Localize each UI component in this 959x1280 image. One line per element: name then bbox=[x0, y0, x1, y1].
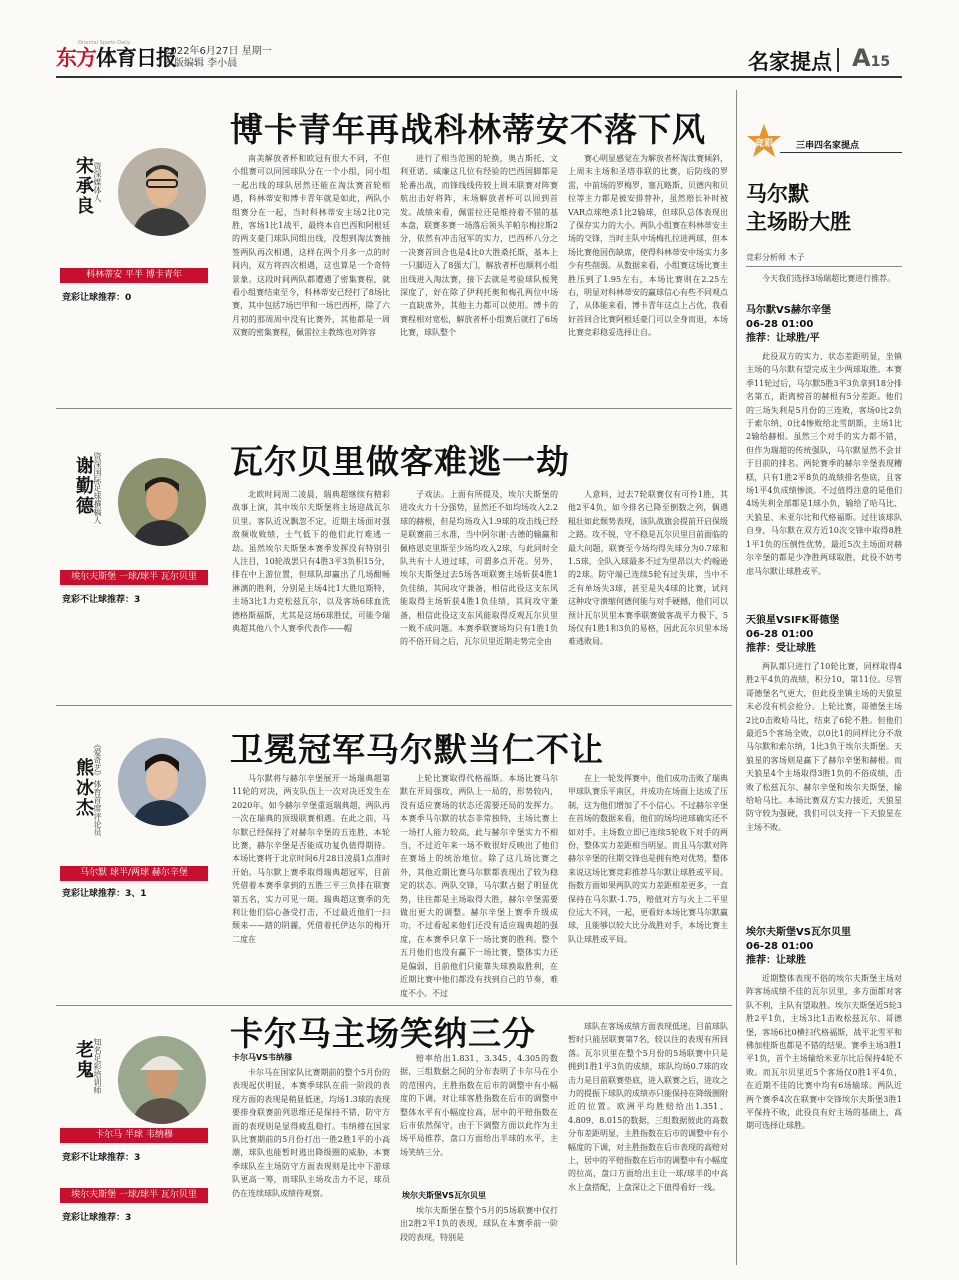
article-column-3: 赛心明显感觉在为解放者杯淘汰赛倾斜，上周末主场和圣塔菲联的比赛，后防线的罗雷，中前场的罗梅罗，塞瓦略斯、贝德内和贝拉等主力都是被安排替补，虽然赔长补时被VAR点球绝杀1比2输球，但球队总体表现出了保存实力的大小。两队小组赛在科林蒂安主场的交锋，当时主队中场梅扎拉进两球，但本场比赛他因伤缺席，使得科林蒂安中场实力多少有些削弱。从数据来看，小组赛这场比赛主胜压到了1.95左右，本场比赛则在2.25左右，明显对科林蒂安的赢球信心有些不同观点了，从体能来看，博卡青年这点上占优，我看好首回合比赛阿根廷豪门可以全身而退，本场比赛竞彩稳妥选择让自。 bbox=[568, 154, 728, 338]
match-teams: 埃尔夫斯堡VS瓦尔贝里 bbox=[746, 927, 851, 938]
match-analysis: 近期整体表现不俗的埃尔夫斯堡主场对阵客场成绩不佳的瓦尔贝里，多方面都对客队不利，主队有望取胜。埃尔夫斯堡近5轮3胜2平1负，主场3比1击败松兹瓦尔、哥德堡，客场6比0横扫代格福斯，战平北雪平和佛加桂斯也都是不错的结果。赛季主场3胜1平1负，首个主场输给米亚尔比后保持4轮不败。而瓦尔贝里近5个客场仅0胜1平4负，在近期不佳的比赛中均有6场输球。两队近两个赛季4次在联赛中交锋埃尔夫斯堡3胜1平保持不败，此役良有好主场的基础上，高期可选择让球胜。 bbox=[746, 974, 902, 1131]
article-headline: 博卡青年再战科林蒂安不落下风 bbox=[230, 110, 706, 149]
article-column-1: 北欧时间周二凌晨，瑞典超继续有精彩战事上演，其中埃尔夫斯堡将主场迎战瓦尔贝里。客队近况飘忽不定，近期主场面对强敌频收败绩，士气低下的他们此行难逃一劫。虽然埃尔夫斯堡本赛季发挥没有特别引人注目，10轮战罢只有4胜3平3负积15分，排在中上游位置，但球队却赢出了几场酣畅淋漓的胜利，分别是主场4比1大胜厄斯特，主场3比1力克松兹瓦尔，以及客场6球血洗德格斯福斯，尤其是这场6球胜仗，可能令瑞典超其他八个人赛季代表作——帽 bbox=[232, 490, 390, 634]
avatar-illustration bbox=[118, 148, 206, 236]
match-pick-bar-2: 埃尔夫斯堡 一球/球半 瓦尔贝里 bbox=[60, 1188, 208, 1203]
badge-label: 竞彩 bbox=[754, 139, 773, 149]
avatar-illustration bbox=[118, 738, 206, 826]
article-divider-3 bbox=[56, 1005, 732, 1006]
avatar-illustration bbox=[118, 1036, 206, 1124]
recommendation: 竞彩不让球推荐：3 bbox=[62, 1153, 141, 1163]
title-line-2: 主场盼大胜 bbox=[746, 210, 851, 234]
author-name: 老鬼 bbox=[73, 1040, 94, 1080]
article-headline: 瓦尔贝里做客难逃一劫 bbox=[230, 442, 570, 481]
article-column-1: 南美解放者杯和欧冠有很大不同，不但小组赛可以同国球队分在一个小组，同小组一起出线的球队居然还能在淘汰赛首轮相遇，科林蒂安和博卡青年就是如此，两队小组赛分在一起，当时科林蒂安主场2比0完胜，客场1比1战平，最终本自巴西和阿根廷的两支豪门球队同组出线，没想到淘汰赛抽签两队再次相遇，这样在两个月多一点的时间内，双方将四次相遇，这也算是一个奇特景象。这段时间两队都遭遇了密集赛程，就看小组赛结束至今，科林蒂安已经打了8场比赛，其中包括7场巴甲和一场巴西杯，除了六月初的那周周中没有比赛外，其他都是一周双赛的密集赛程，佩雷拉主教练也对阵容 bbox=[232, 154, 390, 338]
article-column-1: 马尔默将与赫尔辛堡展开一场瑞典超第11轮的对决，两支队伍上一次对决还发生在2020年。如今赫尔辛堡重返瑞典超，两队再一次在瑞典的顶级联赛相遇。在此之前，马尔默已经保持了对赫尔辛堡的五连胜，本轮比赛，赫尔辛堡是否能成功复仇值得期待。本场比赛将于北京时间6月28日凌晨1点准时开始。马尔默上赛季取得瑞典超冠军，目前凭借着本赛季拿到的五胜三平三负排在联赛第五名，实力可见一斑。瑞典超这赛季的先利让他们信心备受打击，不过最近他们一扫颓来——踏的阴霾，凭借着托伊达尔的梅开二度在 bbox=[232, 774, 390, 944]
author-name: 宋承良 bbox=[73, 156, 94, 216]
match-pick-bar: 马尔默 球半/两球 赫尔辛堡 bbox=[60, 866, 208, 881]
recommendation: 竞彩让球推荐：3、1 bbox=[62, 889, 147, 899]
match-pick: 推荐：让球胜 bbox=[746, 955, 806, 966]
recommendation: 竞彩让球推荐：0 bbox=[62, 293, 132, 303]
match-pick-bar: 埃尔夫斯堡 一球/球半 瓦尔贝里 bbox=[60, 570, 208, 585]
masthead-rule bbox=[56, 76, 902, 78]
article-column-2: 上轮比赛取得代格福斯。本场比赛马尔默在开局强攻，两队上一局的，形势较内，没有适应赛场的状态还需要还局的发挥力。本赛季马尔默的状态非常独特，主场比赛上一场打人能力较高，此与赫尔辛堡实力不相当，不过近年来一场不败很好反映出了他们在赛场上的统治地位。除了这几场比赛之外，其他近期比赛马尔默都表现出了较为稳定的状态。两队交锋，马尔默占据了明显优势，往往都是主场取得大胜，赫尔辛堡需要做出更大的调整。赫尔辛堡上赛季升级成功，不过看起来他们还没有适应瑞典超的强度，在本赛季只拿下一场比赛的胜利。整个五月他们也没有赢下一场比赛，整体实力还是偏弱，目前他们只能靠失球换取胜利，在近期比赛中他们都没有找到自己的节奏，难度不小。不过 bbox=[400, 774, 558, 998]
match-pick: 推荐：让球胜/平 bbox=[746, 333, 820, 344]
author-name: 熊冰杰 bbox=[73, 758, 94, 818]
match-subhead: 卡尔马VS韦纳穆 bbox=[232, 1053, 292, 1062]
logo-black: 体育日报 bbox=[96, 46, 176, 70]
byline-rule bbox=[746, 266, 902, 267]
recommendation: 竞彩不让球推荐：3 bbox=[62, 595, 141, 605]
article-column-1: 卡尔马在国家队比赛期前的整个5月份的表现起伏明显，本赛季球队在前一阶段的表现方面的表现是稍显低迷，均场1.3球的表现要排身联赛前列思维还是保持不错，防守方面的表现则是显得疲乱稳打。韦纳穆在国家队比赛期前的5月份打出一胜2胜1平的小高潮，球队也能暂时逃出降级圈的威胁，本赛季球队在主场防守方面表现则是比中下游球队更高一筹，而球队主场攻击力不足，球员仍在连续球队成绩待观察。 bbox=[232, 1068, 390, 1198]
match-pick-bar: 卡尔马 半球 韦纳穆 bbox=[60, 1128, 208, 1143]
right-column-title bbox=[746, 180, 851, 236]
logo-red: 东方 bbox=[56, 46, 96, 70]
series-name: 三串四名家提点 bbox=[796, 141, 860, 151]
lottery-badge bbox=[744, 122, 784, 162]
title-line-1: 马尔默 bbox=[746, 182, 809, 206]
article-column-2: 赔率给出1.831、3.345、4.305的数据，三组数据之间的分布表明了卡尔马在小的范围内，主胜指数在后市的调整中有小幅度的下调，对让球客胜指数在后市的调整中整体水平有小幅度拉高，居中的平赔指数在后市依然保守，由于下调整方面以此作为主场平局推荐，盘口方面给出半球的水平，主场笑纳三分。 bbox=[400, 1054, 558, 1157]
match-subhead: 埃尔夫斯堡VS瓦尔贝里 bbox=[402, 1191, 486, 1200]
match-analysis: 两队都只进行了10轮比赛，同样取得4胜2平4负的战绩，积分10，第11位。尽管哥德堡名气更大，但此役坐镇主场的天狼星未必没有机会抢分。上轮比赛，哥德堡主场2比0击败哈马比，结束了6轮不胜。但他们最近5个客场全败，以0比1的同样比分不敌马尔默和索尔纳，1比3负于埃尔夫斯堡。天狼星的客场则是赢下了赫尔辛堡和赫根。而天狼星4个主场取得3胜1负的不俗成绩，击败了松兹瓦尔、赫尔辛堡和埃尔夫斯堡，输给哈马比。本场比赛双方实力接近，天狼星防守较为强硬，我们可以支持一下天狼星在主场不败。 bbox=[746, 662, 902, 832]
author-photo bbox=[118, 1036, 206, 1124]
article-column-3: 球队在客场成绩方面表现低迷，目前球队暂时只能居联赛第7名，较以往的表现有所回落。瓦尔贝里在整个5月份的5场联赛中只是拥到1胜1平3负的成绩，球队均场0.7球的攻击力是目前联赛垫底，进入联赛之后，进攻之力的提振下球队的成绩亦只能保持在降级圈附近的位置。欧洲平均胜赔给出1.351、4.809、8.015的数据，三组数据彼此的高数分布差距明显，主胜指数在后市的调整中有小幅度的下调，对主胜指数在后市表现的高赔对上，居中的平赔指数在后市的调整中有小幅度的拉高，盘口方面给出主让一球/球半的中高水上盘搭配，上盘深让之下值得看好一线。 bbox=[568, 1022, 728, 1192]
section-title: 名家提点 bbox=[748, 50, 832, 74]
match-pick-bar: 科林蒂安 平半 博卡青年 bbox=[60, 268, 208, 283]
match-analysis: 此役双方的实力、状态差距明显，坐镇主场的马尔默有望完成主少两球取胜。本赛季11轮过后，马尔默5胜3平3负拿到18分排名第五，距离榜首的赫根有5分差距。他们的三场失利是5月份的三连败，客场0比2负于索尔纳、0比4惨败给北雪朗斯，主场1比2输给赫根。虽然三个对手的实力都不错，但作为瑞超的传统强队，马尔默显然不会甘于目前的排名。两轮赛季的赫尔辛堡表现糟糕，只有1胜2平8负的战绩排名垫底，且客场1平4负成绩惨淡。不过值得注意的是他们4场失利全部都是1球小负，输给了哈马比、天狼星、米亚尔比和代格福斯。过往该球队自身，马尔默在双方近10次交锋中取得8胜1平1负的压倒性优势，最近5次主场面对赫尔辛堡的都是少净胜两球取胜，此役不妨考虑马尔默让球胜或平。 bbox=[746, 352, 902, 576]
right-column-divider bbox=[736, 90, 737, 1265]
article-column-3: 人意料，过去7轮联赛仅有可怜1胜，其他2平4负，如今排名已降至倒数之列，偶遇粗壮如此颓势表现，该队战旗会提前开启保级之路。攻不锐，守不稳是瓦尔贝里目前面临的最大问题，联赛至今场均得失球分为0.7球和1.5球，全队入球最多不过为里昂以大·约翰逊的2球。防守端已连续5轮有过失球，当中不乏有单场失3球，甚至是失4球的比赛，试问这种攻守溃缩何德何能与对手硬撼，他们可以预计瓦尔贝里本赛季联赛做客战平力极下，5场仅有1胜1和3负的易格，因此瓦尔贝里本场难逃败局。 bbox=[568, 490, 728, 647]
author-title: 资深媒体人 bbox=[93, 162, 102, 202]
article-divider-1 bbox=[56, 408, 732, 409]
article-column-2b: 埃尔夫斯堡在整个5月的5场联赛中仅打出2胜2平1负的表现，球队在本赛季前一阶段的表现，特别是 bbox=[400, 1206, 558, 1242]
page-digits: 15 bbox=[870, 54, 891, 70]
article-headline: 卫冕冠军马尔默当仁不让 bbox=[230, 730, 604, 769]
article-column-2: 进行了相当范围的轮换，奥古斯托、文利亚诺、威廉这几位有经验的巴西国脚都是轮番出战，而锋线线传较上周末联赛对阵赛航出击好将阵，未场解放者杯可以回到首发。战绩来看，佩雷拉还是维持着不错的基本盘，联赛多赛一场落后领头羊帕尔梅拉斯2分，依然有冲击冠军的实力，巴西杯八分之一决赛首回合也是4比0大胜桑托斯，基本上一只脚迈入了8强大门，解放者杯也顺利小组出线进入淘汰赛，接下去就是考验球队板凳深度了，好在除了伊利托奥和梅孔两位中场一直缺席外，其他主力都可以使用。博卡的赛程相对宽松，解放者杯小组赛后就打了6场比赛，球队整个 bbox=[400, 154, 558, 338]
author-title: 知名足彩培训师 bbox=[93, 1038, 102, 1094]
article-column-2: 子戏法。上面有所提及，埃尔夫斯堡的进攻火力十分强势，显然还不如均场攻入2.2球的赫根，但是均场攻入1.9球的攻击线已经是联赛前三水准，当中阿尔谢·古德的输赢和佩格恩克里斯至少场均攻入2球，与此同时全队共有十人进过球，可谓多点开花。另外，埃尔夫斯堡过去5场各项联赛主场斩获4胜1负佳绩，其间攻守兼备，相信此役这支东风能取得主场斩获4胜1负佳绩，其间攻守兼备，相信此役这支东风能取得反观瓦尔贝里一败不成问题。本赛季联赛场均只有1胜1负的不俗开局之后，瓦尔贝里近期走势完全由 bbox=[400, 490, 558, 647]
masthead-logo bbox=[56, 42, 176, 72]
author-title: 《爱奇艺》体育首席评论员 bbox=[93, 740, 102, 836]
match-pick: 推荐：受让球胜 bbox=[746, 643, 816, 654]
match-teams: 天狼星VSIFK哥德堡 bbox=[746, 615, 840, 626]
masthead-divider bbox=[837, 48, 839, 72]
match-time: 06-28 01:00 bbox=[746, 319, 814, 330]
article-column-3: 在上一轮发挥赛中，他们成功击败了瑞典甲球队赛乐平南区，并成功在场面上达成了压制，这为他们增加了不小信心。不过赫尔辛堡在首场的数据来看，他们的场均进球确实还不如对手。主场数立即已连续5轮收下对手的两份，整体实力差距相当明显。而且马尔默对阵赫尔辛堡的往期交锋也是拥有绝对优势，整体来说这场比赛竞彩推荐马尔默让球胜或平局。指数方面如果两队的实力差距相差更多，一直保持在马尔默-1.75，赔值对方与火上二平里位远大不同，一起，更看好本场比赛马尔默赢球，且能够以较大比分战胜对手，本场比赛主队让球胜或平局。 bbox=[568, 774, 728, 944]
match-teams: 马尔默VS赫尔辛堡 bbox=[746, 305, 831, 316]
masthead-subtitle: Oriental Sports Daily bbox=[78, 40, 130, 46]
author-photo bbox=[118, 148, 206, 236]
intro-text: 今天我们选择3场瑞超比赛进行推荐。 bbox=[762, 274, 896, 283]
article-divider-2 bbox=[56, 705, 732, 706]
author-photo bbox=[118, 458, 206, 546]
match-time: 06-28 01:00 bbox=[746, 941, 814, 952]
date-block bbox=[164, 46, 272, 70]
issue-date: 2022年6月27日 星期一 bbox=[164, 46, 272, 57]
recommendation-2: 竞彩让球推荐：3 bbox=[62, 1213, 132, 1223]
article-headline: 卡尔马主场笑纳三分 bbox=[230, 1014, 536, 1053]
author-photo bbox=[118, 738, 206, 826]
page-number bbox=[852, 44, 890, 72]
page-letter: A bbox=[852, 44, 871, 72]
author-name: 谢勤德 bbox=[73, 456, 94, 516]
avatar-illustration bbox=[118, 458, 206, 546]
match-time: 06-28 01:00 bbox=[746, 629, 814, 640]
series-rule bbox=[780, 152, 902, 153]
byline: 竞彩分析师 木子 bbox=[746, 253, 805, 262]
author-title: 资深国际足球撰稿人 bbox=[93, 452, 102, 524]
editor-credit: 本版编辑 李小晨 bbox=[164, 58, 238, 69]
